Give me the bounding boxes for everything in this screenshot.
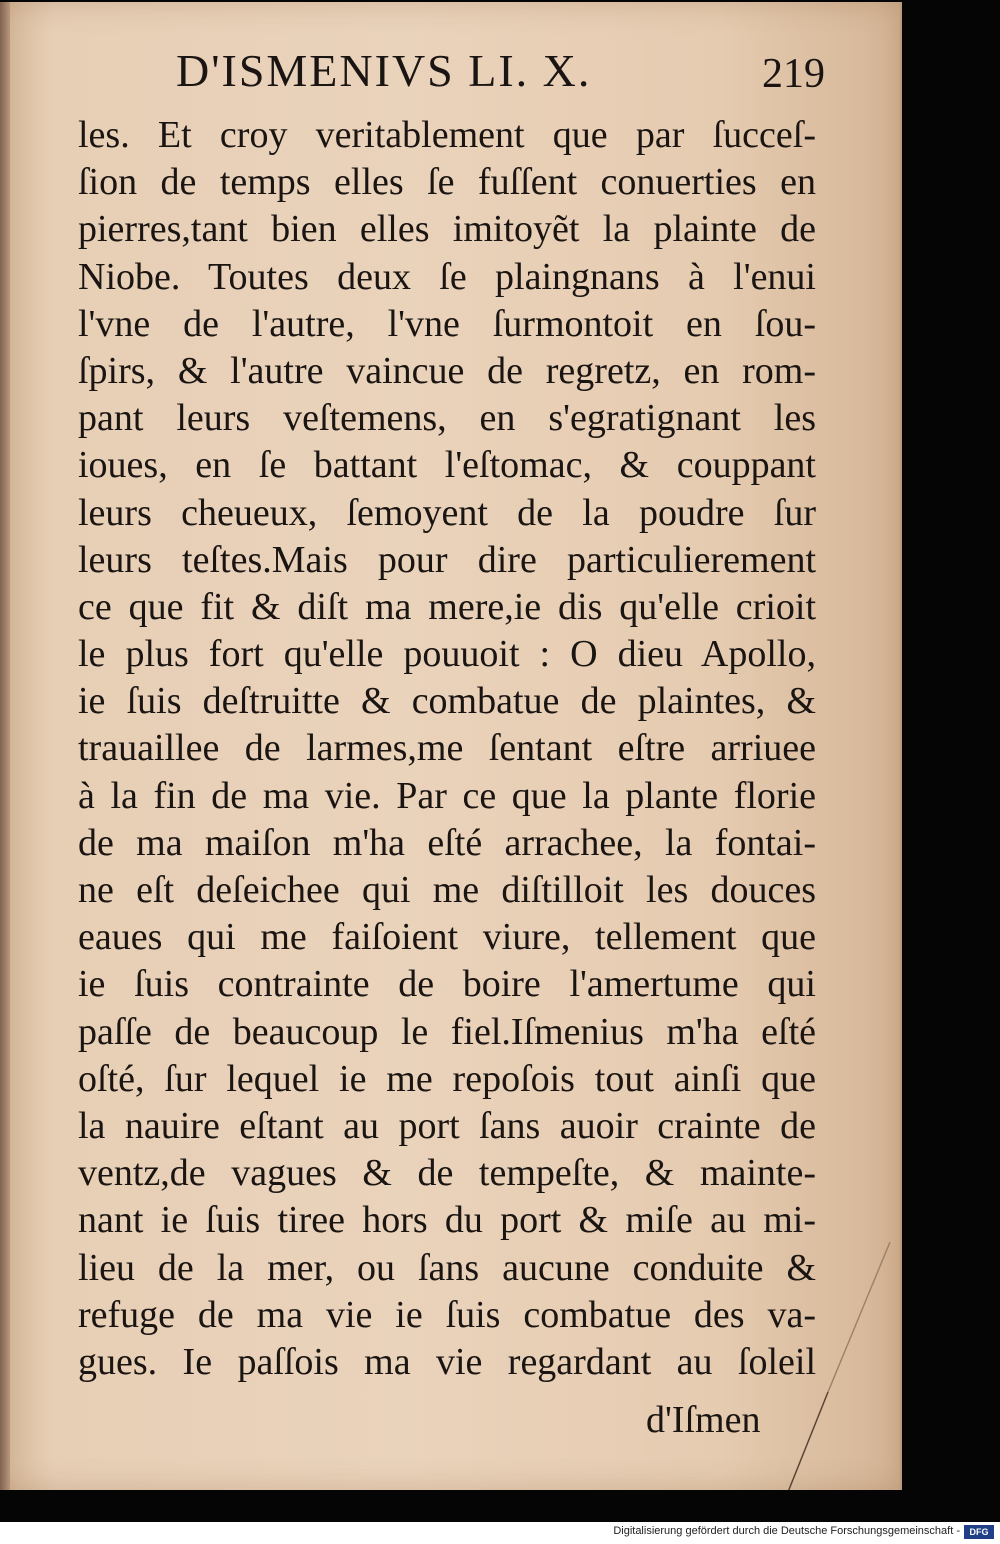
book-page: [0, 2, 902, 1490]
text-line: ioues, en ſe battant l'eſtomac, & couppant: [78, 444, 816, 487]
text-line: pant leurs veſtemens, en s'egratignant les: [78, 397, 816, 440]
text-line: ſion de temps elles ſe fuſſent conuerties en: [78, 161, 816, 204]
text-line: ventz,de vagues & de tempeſte, & mainte-: [78, 1152, 816, 1195]
text-line: trauaillee de larmes,me ſentant eſtre arriuee: [78, 727, 816, 770]
text-line: pierres,tant bien elles imitoyẽt la plainte de: [78, 208, 816, 251]
text-line: eaues qui me faiſoient viure, tellement que: [78, 916, 816, 959]
dfg-logo: DFG: [964, 1525, 994, 1539]
text-line: ne eſt deſeichee qui me diſtilloit les douces: [78, 869, 816, 911]
text-line: le plus fort qu'elle pouuoit : O dieu Apollo,: [78, 633, 816, 676]
funding-credit: Digitalisierung gefördert durch die Deutsche Forschungsgemeinschaft -: [613, 1525, 960, 1537]
text-line: leurs teſtes.Mais pour dire particulierement: [78, 538, 816, 581]
text-line: lieu de la mer, ou ſans aucune conduite &: [78, 1246, 816, 1289]
body-text: [78, 112, 858, 1386]
text-line: ce que fit & diſt ma mere,ie dis qu'elle crioit: [78, 585, 816, 628]
text-line: les. Et croy veritablement que par ſucceſ-: [78, 114, 816, 156]
text-line: nant ie ſuis tiree hors du port & miſe au mi-: [78, 1199, 816, 1242]
text-line: gues. Ie paſſois ma vie regardant au ſoleil: [78, 1340, 816, 1383]
text-line: ſpirs, & l'autre vaincue de regretz, en rom-: [78, 349, 816, 392]
catchword: d'Iſmen: [646, 1399, 761, 1441]
text-line: refuge de ma vie ie ſuis combatue des va-: [78, 1293, 816, 1336]
text-line: l'vne de l'autre, l'vne ſurmontoit en ſou-: [78, 302, 816, 345]
text-line: la nauire eſtant au port ſans auoir crainte de: [78, 1104, 816, 1147]
text-line: à la fin de ma vie. Par ce que la plante florie: [78, 774, 816, 817]
running-head: D'ISMENIVS LI. X.: [176, 45, 592, 96]
page-number: 219: [762, 51, 825, 97]
text-line: leurs cheueux, ſemoyent de la poudre ſur: [78, 491, 816, 534]
text-line: ie ſuis deſtruitte & combatue de plaintes, &: [78, 680, 816, 723]
text-line: paſſe de beaucoup le fiel.Iſmenius m'ha eſté: [78, 1010, 816, 1053]
text-line: Niobe. Toutes deux ſe plaingnans à l'enui: [78, 255, 816, 298]
text-line: oſté, ſur lequel ie me repoſois tout ainſi que: [78, 1057, 816, 1100]
text-line: ie ſuis contrainte de boire l'amertume qui: [78, 963, 816, 1006]
crease-line: [788, 1392, 828, 1490]
text-line: de ma maiſon m'ha eſté arrachee, la fontai-: [78, 821, 816, 864]
footer-bar: [0, 1522, 1000, 1544]
page-gutter-edge: [0, 2, 10, 1490]
